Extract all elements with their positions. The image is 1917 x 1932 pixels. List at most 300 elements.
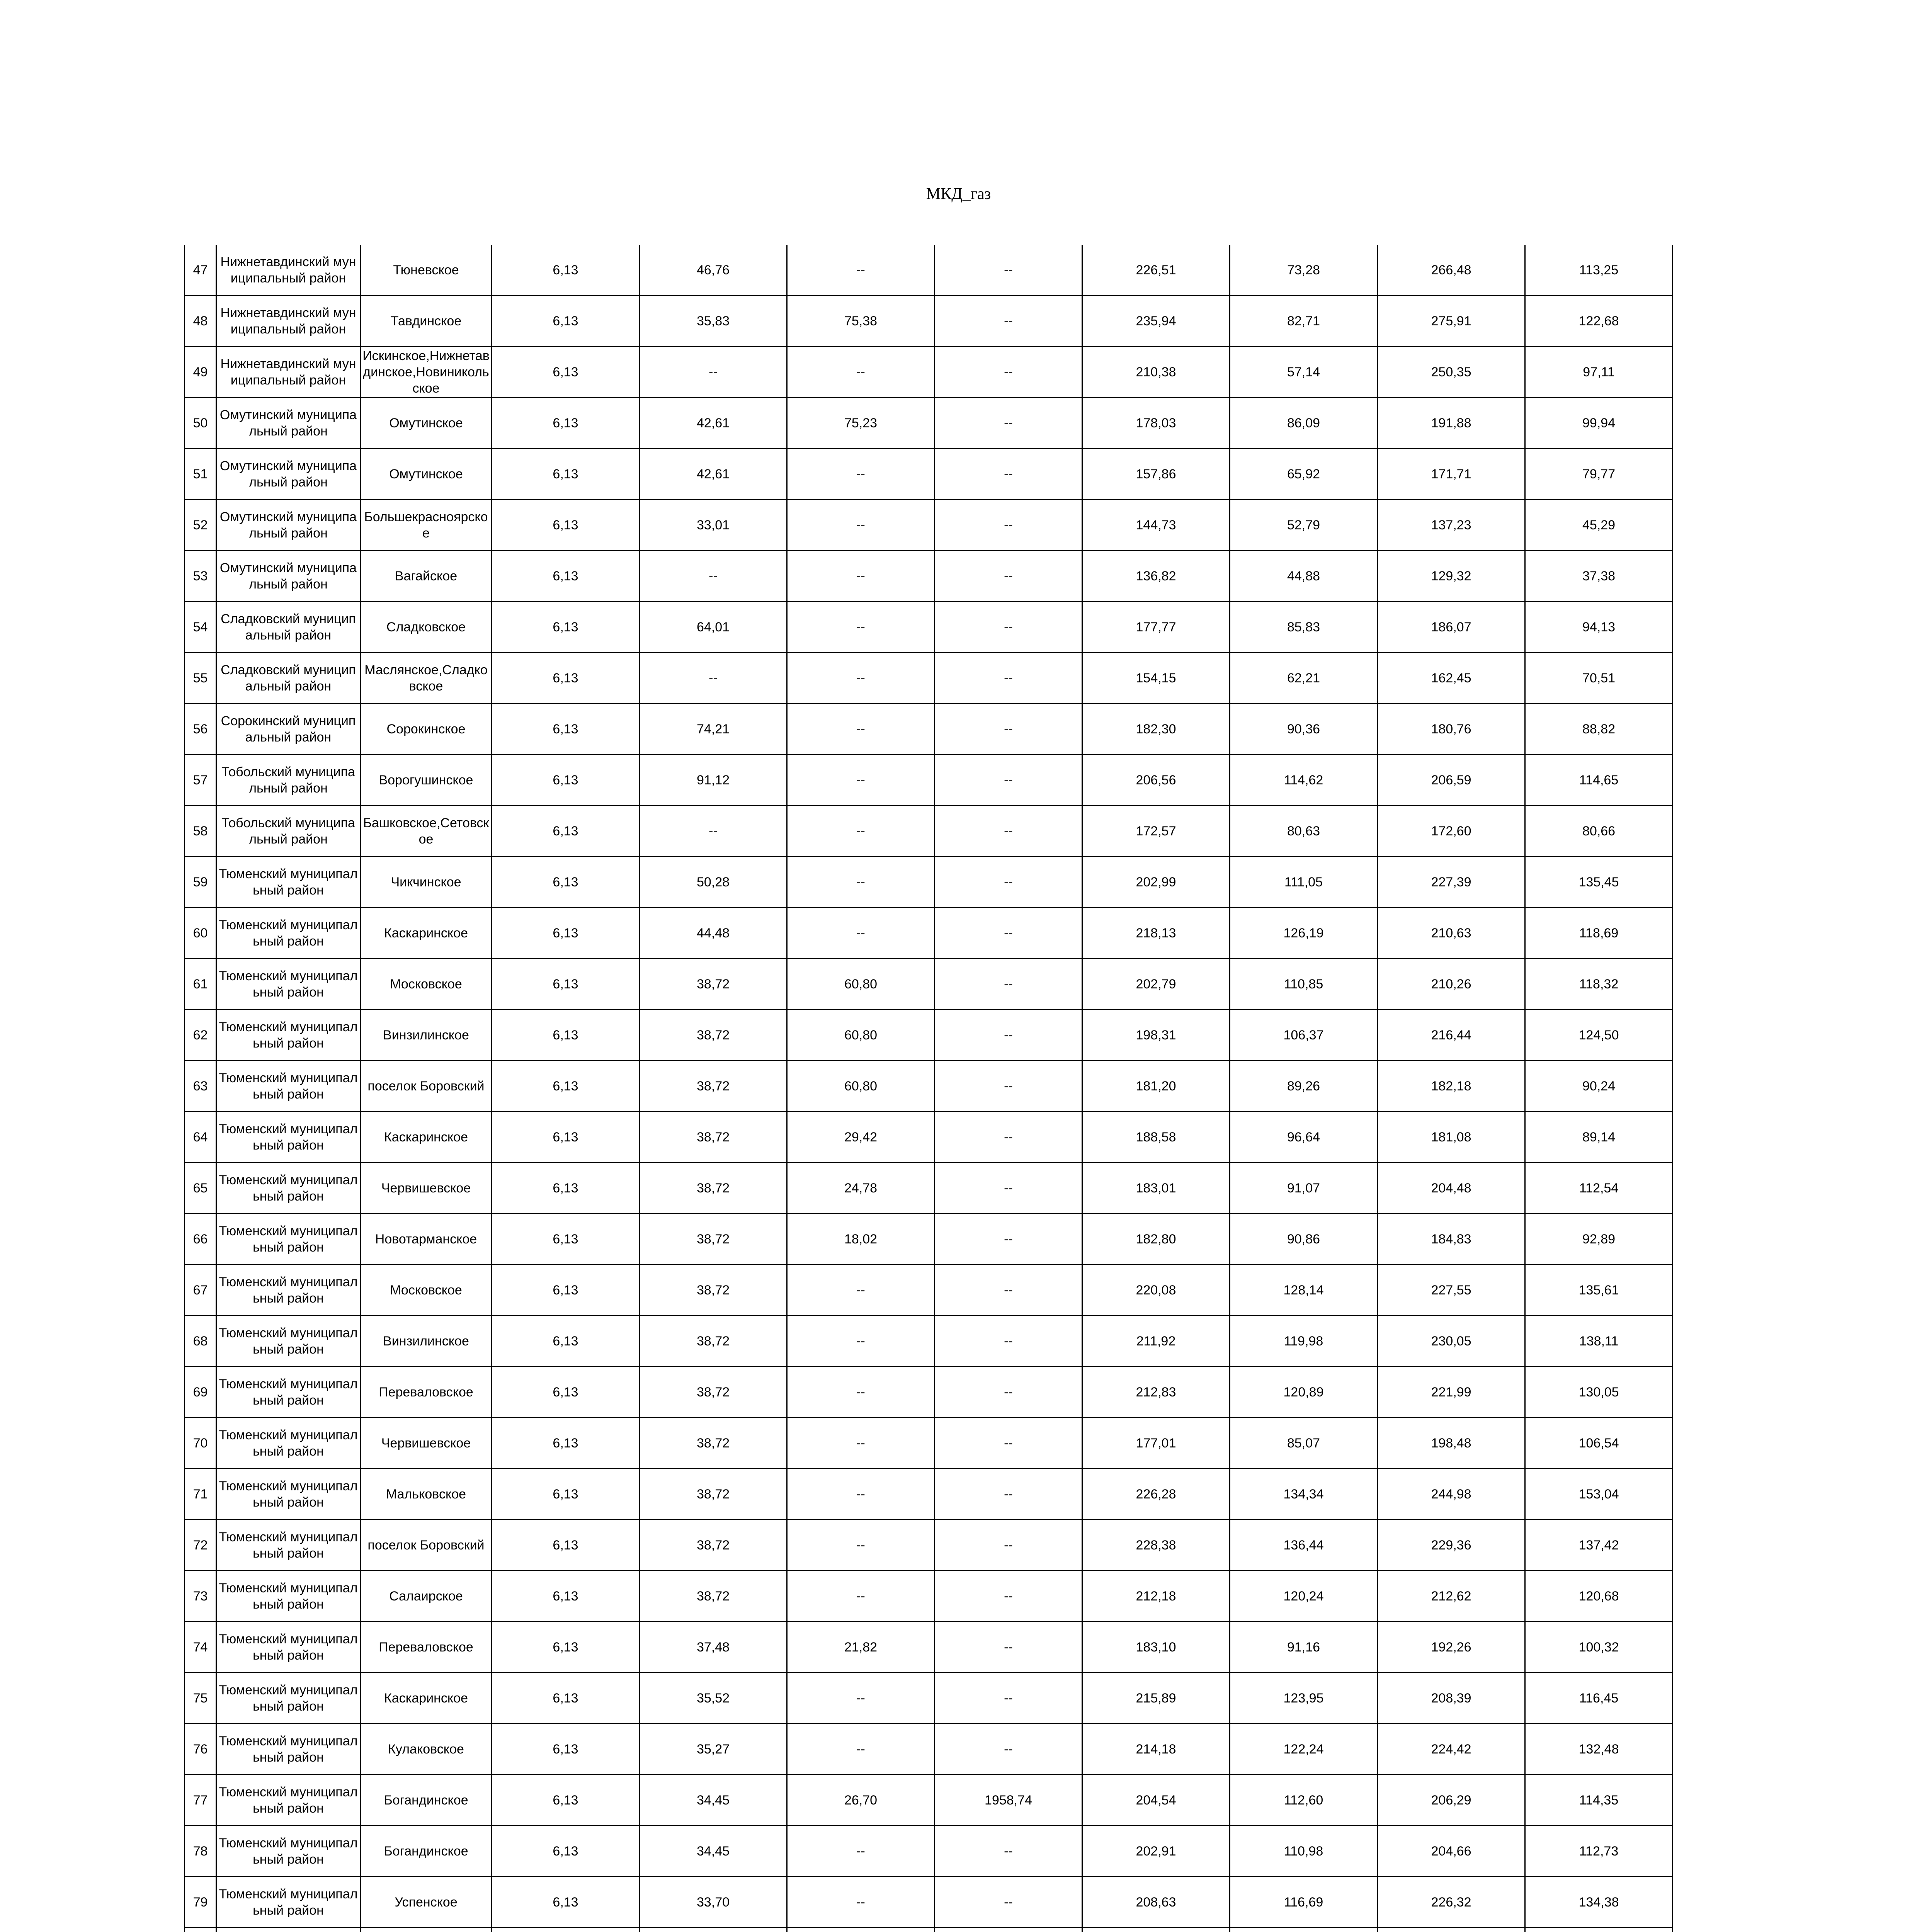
value-cell: -- xyxy=(640,653,787,704)
table-row xyxy=(185,1877,1673,1928)
row-number-cell: 77 xyxy=(185,1775,216,1826)
value-cell: 211,92 xyxy=(1082,1316,1230,1367)
value-cell: -- xyxy=(935,806,1082,857)
value-cell: 112,60 xyxy=(1230,1775,1378,1826)
row-number-cell: 66 xyxy=(185,1214,216,1265)
value-cell: 227,55 xyxy=(1378,1265,1525,1316)
value-cell: 110,98 xyxy=(1230,1826,1378,1877)
table-row xyxy=(185,602,1673,653)
value-cell: 177,77 xyxy=(1082,602,1230,653)
settlement-cell: Сорокинское xyxy=(361,704,492,755)
value-cell: 226,28 xyxy=(1082,1469,1230,1520)
value-cell: 178,03 xyxy=(1082,398,1230,449)
value-cell: -- xyxy=(640,347,787,398)
value-cell: 120,68 xyxy=(1525,1571,1673,1622)
value-cell: 29,42 xyxy=(787,1112,935,1163)
value-cell: 135,61 xyxy=(1525,1265,1673,1316)
value-cell: 38,72 xyxy=(640,1265,787,1316)
row-number-cell: 52 xyxy=(185,500,216,551)
value-cell: 6,13 xyxy=(492,1826,640,1877)
value-cell: -- xyxy=(935,449,1082,500)
value-cell xyxy=(1230,1928,1378,1932)
value-cell: 6,13 xyxy=(492,653,640,704)
value-cell: 91,12 xyxy=(640,755,787,806)
settlement-cell: Маслянское,Сладковское xyxy=(361,653,492,704)
value-cell: 123,95 xyxy=(1230,1673,1378,1724)
district-cell: Тюменский муниципальный район xyxy=(216,1520,361,1571)
value-cell: -- xyxy=(935,1061,1082,1112)
value-cell: 75,23 xyxy=(787,398,935,449)
value-cell: 118,69 xyxy=(1525,908,1673,959)
value-cell: -- xyxy=(935,1316,1082,1367)
value-cell: -- xyxy=(935,755,1082,806)
value-cell: -- xyxy=(640,551,787,602)
settlement-cell: поселок Боровский xyxy=(361,1061,492,1112)
value-cell: 216,44 xyxy=(1378,1010,1525,1061)
value-cell: 137,42 xyxy=(1525,1520,1673,1571)
settlement-cell: Сладковское xyxy=(361,602,492,653)
value-cell: 6,13 xyxy=(492,1877,640,1928)
value-cell: 183,01 xyxy=(1082,1163,1230,1214)
settlement-cell: Винзилинское xyxy=(361,1316,492,1367)
value-cell: 94,13 xyxy=(1525,602,1673,653)
district-cell: Тюменский муниципальный район xyxy=(216,1724,361,1775)
tariff-table xyxy=(184,245,1673,1932)
table-row xyxy=(185,1928,1673,1932)
value-cell xyxy=(1378,1928,1525,1932)
value-cell: 6,13 xyxy=(492,959,640,1010)
value-cell: 97,11 xyxy=(1525,347,1673,398)
value-cell: -- xyxy=(787,1469,935,1520)
value-cell: -- xyxy=(787,1877,935,1928)
value-cell: 229,36 xyxy=(1378,1520,1525,1571)
value-cell: 114,62 xyxy=(1230,755,1378,806)
district-cell: Тюменский муниципальный район xyxy=(216,1112,361,1163)
value-cell: 1958,74 xyxy=(935,1775,1082,1826)
value-cell xyxy=(640,1928,787,1932)
settlement-cell: Салаирское xyxy=(361,1571,492,1622)
value-cell: 177,01 xyxy=(1082,1418,1230,1469)
settlement-cell: Тавдинское xyxy=(361,296,492,347)
row-number-cell: 74 xyxy=(185,1622,216,1673)
value-cell: 210,63 xyxy=(1378,908,1525,959)
value-cell: 35,83 xyxy=(640,296,787,347)
value-cell: 129,32 xyxy=(1378,551,1525,602)
value-cell: 128,14 xyxy=(1230,1265,1378,1316)
value-cell: 181,20 xyxy=(1082,1061,1230,1112)
value-cell: 6,13 xyxy=(492,1520,640,1571)
settlement-cell: Червишевское xyxy=(361,1163,492,1214)
table-row xyxy=(185,755,1673,806)
value-cell: 18,02 xyxy=(787,1214,935,1265)
district-cell: Тюменский муниципальный район xyxy=(216,1673,361,1724)
district-cell: Тюменский муниципальный район xyxy=(216,857,361,908)
value-cell: 73,28 xyxy=(1230,245,1378,296)
value-cell: -- xyxy=(935,1214,1082,1265)
value-cell: -- xyxy=(787,1826,935,1877)
table-row xyxy=(185,449,1673,500)
settlement-cell: Каскаринское xyxy=(361,1673,492,1724)
value-cell: 44,48 xyxy=(640,908,787,959)
value-cell: 91,16 xyxy=(1230,1622,1378,1673)
value-cell: 6,13 xyxy=(492,296,640,347)
value-cell: 90,36 xyxy=(1230,704,1378,755)
value-cell: 111,05 xyxy=(1230,857,1378,908)
row-number-cell: 57 xyxy=(185,755,216,806)
table-row xyxy=(185,1367,1673,1418)
value-cell: -- xyxy=(935,1112,1082,1163)
value-cell: 6,13 xyxy=(492,1214,640,1265)
value-cell xyxy=(787,1928,935,1932)
row-number-cell: 65 xyxy=(185,1163,216,1214)
settlement-cell: Тюневское xyxy=(361,245,492,296)
value-cell: 172,60 xyxy=(1378,806,1525,857)
row-number-cell: 53 xyxy=(185,551,216,602)
value-cell: 198,48 xyxy=(1378,1418,1525,1469)
district-cell: Тюменский муниципальный район xyxy=(216,1418,361,1469)
table-row xyxy=(185,1418,1673,1469)
value-cell: 6,13 xyxy=(492,1469,640,1520)
value-cell: 220,08 xyxy=(1082,1265,1230,1316)
district-cell: Нижнетавдинский муниципальный район xyxy=(216,245,361,296)
value-cell: 206,56 xyxy=(1082,755,1230,806)
table-body xyxy=(185,245,1673,1932)
value-cell: 37,38 xyxy=(1525,551,1673,602)
value-cell: 86,09 xyxy=(1230,398,1378,449)
value-cell: 65,92 xyxy=(1230,449,1378,500)
value-cell: 227,39 xyxy=(1378,857,1525,908)
table-row xyxy=(185,704,1673,755)
value-cell: -- xyxy=(935,1520,1082,1571)
value-cell: 96,64 xyxy=(1230,1112,1378,1163)
value-cell: -- xyxy=(787,1571,935,1622)
value-cell: 212,83 xyxy=(1082,1367,1230,1418)
value-cell: 183,10 xyxy=(1082,1622,1230,1673)
value-cell: 80,63 xyxy=(1230,806,1378,857)
value-cell: 206,59 xyxy=(1378,755,1525,806)
row-number-cell: 68 xyxy=(185,1316,216,1367)
value-cell: 6,13 xyxy=(492,755,640,806)
value-cell: 21,82 xyxy=(787,1622,935,1673)
value-cell: 92,89 xyxy=(1525,1214,1673,1265)
value-cell: 100,32 xyxy=(1525,1622,1673,1673)
settlement-cell: Московское xyxy=(361,959,492,1010)
row-number-cell: 75 xyxy=(185,1673,216,1724)
value-cell: 90,24 xyxy=(1525,1061,1673,1112)
value-cell: 52,79 xyxy=(1230,500,1378,551)
value-cell: -- xyxy=(640,806,787,857)
table-row xyxy=(185,1265,1673,1316)
value-cell: 6,13 xyxy=(492,1724,640,1775)
value-cell: 6,13 xyxy=(492,1112,640,1163)
value-cell: 64,01 xyxy=(640,602,787,653)
value-cell: -- xyxy=(935,296,1082,347)
value-cell: 114,35 xyxy=(1525,1775,1673,1826)
district-cell: Омутинский муниципальный район xyxy=(216,398,361,449)
value-cell: 45,29 xyxy=(1525,500,1673,551)
value-cell: 212,18 xyxy=(1082,1571,1230,1622)
table-row xyxy=(185,1061,1673,1112)
value-cell: 79,77 xyxy=(1525,449,1673,500)
value-cell: 221,99 xyxy=(1378,1367,1525,1418)
row-number-cell: 72 xyxy=(185,1520,216,1571)
value-cell: 182,18 xyxy=(1378,1061,1525,1112)
value-cell: 6,13 xyxy=(492,704,640,755)
value-cell: -- xyxy=(787,1367,935,1418)
row-number-cell: 54 xyxy=(185,602,216,653)
value-cell: 6,13 xyxy=(492,908,640,959)
value-cell: 202,99 xyxy=(1082,857,1230,908)
value-cell: 44,88 xyxy=(1230,551,1378,602)
value-cell: 136,82 xyxy=(1082,551,1230,602)
value-cell: -- xyxy=(935,551,1082,602)
row-number-cell: 56 xyxy=(185,704,216,755)
settlement-cell: Каскаринское xyxy=(361,1112,492,1163)
district-cell: Омутинский муниципальный район xyxy=(216,500,361,551)
settlement-cell: Винзилинское xyxy=(361,1010,492,1061)
row-number-cell: 76 xyxy=(185,1724,216,1775)
value-cell xyxy=(935,1928,1082,1932)
settlement-cell: Каскаринское xyxy=(361,908,492,959)
district-cell: Сладковский муниципальный район xyxy=(216,602,361,653)
value-cell: 38,72 xyxy=(640,1520,787,1571)
value-cell: 70,51 xyxy=(1525,653,1673,704)
district-cell: Тюменский муниципальный район xyxy=(216,1775,361,1826)
value-cell: 188,58 xyxy=(1082,1112,1230,1163)
value-cell: 250,35 xyxy=(1378,347,1525,398)
value-cell: 228,38 xyxy=(1082,1520,1230,1571)
value-cell: 106,37 xyxy=(1230,1010,1378,1061)
table-row xyxy=(185,908,1673,959)
value-cell: 89,26 xyxy=(1230,1061,1378,1112)
value-cell: -- xyxy=(935,347,1082,398)
value-cell xyxy=(1525,1928,1673,1932)
table-row xyxy=(185,500,1673,551)
table-row xyxy=(185,551,1673,602)
settlement-cell: Успенское xyxy=(361,1877,492,1928)
table-row xyxy=(185,1775,1673,1826)
value-cell: 120,24 xyxy=(1230,1571,1378,1622)
value-cell: 82,71 xyxy=(1230,296,1378,347)
settlement-cell: Переваловское xyxy=(361,1367,492,1418)
table-row xyxy=(185,1571,1673,1622)
value-cell: 154,15 xyxy=(1082,653,1230,704)
value-cell: 204,66 xyxy=(1378,1826,1525,1877)
value-cell: 6,13 xyxy=(492,449,640,500)
district-cell: Омутинский муниципальный район xyxy=(216,551,361,602)
value-cell: -- xyxy=(935,1010,1082,1061)
value-cell: 24,78 xyxy=(787,1163,935,1214)
value-cell: 215,89 xyxy=(1082,1673,1230,1724)
value-cell: 6,13 xyxy=(492,1010,640,1061)
value-cell: 38,72 xyxy=(640,1571,787,1622)
value-cell: -- xyxy=(935,1724,1082,1775)
value-cell: 62,21 xyxy=(1230,653,1378,704)
district-cell xyxy=(216,1928,361,1932)
settlement-cell: Вагайское xyxy=(361,551,492,602)
value-cell: 42,61 xyxy=(640,398,787,449)
value-cell: 172,57 xyxy=(1082,806,1230,857)
row-number-cell: 49 xyxy=(185,347,216,398)
row-number-cell: 73 xyxy=(185,1571,216,1622)
value-cell: 202,91 xyxy=(1082,1826,1230,1877)
value-cell: -- xyxy=(787,857,935,908)
value-cell xyxy=(1082,1928,1230,1932)
district-cell: Омутинский муниципальный район xyxy=(216,449,361,500)
value-cell: 122,68 xyxy=(1525,296,1673,347)
value-cell: 6,13 xyxy=(492,1367,640,1418)
district-cell: Нижнетавдинский муниципальный район xyxy=(216,296,361,347)
value-cell: 38,72 xyxy=(640,1316,787,1367)
value-cell: 85,07 xyxy=(1230,1418,1378,1469)
value-cell: -- xyxy=(935,398,1082,449)
value-cell: -- xyxy=(935,653,1082,704)
value-cell: -- xyxy=(935,857,1082,908)
value-cell: 38,72 xyxy=(640,1367,787,1418)
district-cell: Тобольский муниципальный район xyxy=(216,806,361,857)
value-cell: 244,98 xyxy=(1378,1469,1525,1520)
value-cell: 212,62 xyxy=(1378,1571,1525,1622)
page-header: МКД_газ xyxy=(926,185,991,203)
row-number-cell: 61 xyxy=(185,959,216,1010)
table-row xyxy=(185,1112,1673,1163)
row-number-cell: 50 xyxy=(185,398,216,449)
settlement-cell: поселок Боровский xyxy=(361,1520,492,1571)
value-cell: -- xyxy=(787,347,935,398)
value-cell: 6,13 xyxy=(492,1316,640,1367)
value-cell: -- xyxy=(787,1724,935,1775)
value-cell: 144,73 xyxy=(1082,500,1230,551)
table-row xyxy=(185,653,1673,704)
value-cell: 74,21 xyxy=(640,704,787,755)
value-cell: 162,45 xyxy=(1378,653,1525,704)
value-cell: -- xyxy=(935,1367,1082,1418)
value-cell: 46,76 xyxy=(640,245,787,296)
district-cell: Тюменский муниципальный район xyxy=(216,908,361,959)
settlement-cell: Кулаковское xyxy=(361,1724,492,1775)
value-cell: 38,72 xyxy=(640,1214,787,1265)
value-cell: 6,13 xyxy=(492,1622,640,1673)
value-cell: 6,13 xyxy=(492,857,640,908)
table-row xyxy=(185,296,1673,347)
value-cell: 134,34 xyxy=(1230,1469,1378,1520)
value-cell: -- xyxy=(787,653,935,704)
value-cell: 136,44 xyxy=(1230,1520,1378,1571)
value-cell: 171,71 xyxy=(1378,449,1525,500)
table-row xyxy=(185,1469,1673,1520)
value-cell: 85,83 xyxy=(1230,602,1378,653)
value-cell: 206,29 xyxy=(1378,1775,1525,1826)
value-cell: 60,80 xyxy=(787,959,935,1010)
value-cell: 230,05 xyxy=(1378,1316,1525,1367)
value-cell: 6,13 xyxy=(492,1571,640,1622)
value-cell: 38,72 xyxy=(640,959,787,1010)
value-cell xyxy=(492,1928,640,1932)
value-cell: -- xyxy=(935,1469,1082,1520)
value-cell: -- xyxy=(935,959,1082,1010)
value-cell: 113,25 xyxy=(1525,245,1673,296)
settlement-cell xyxy=(361,1928,492,1932)
settlement-cell: Искинское,Нижнетавдинское,Новиникольское xyxy=(361,347,492,398)
settlement-cell: Московское xyxy=(361,1265,492,1316)
district-cell: Тюменский муниципальный район xyxy=(216,1622,361,1673)
district-cell: Тюменский муниципальный район xyxy=(216,959,361,1010)
value-cell: 6,13 xyxy=(492,398,640,449)
district-cell: Тюменский муниципальный район xyxy=(216,1367,361,1418)
table-row xyxy=(185,1163,1673,1214)
value-cell: 118,32 xyxy=(1525,959,1673,1010)
table-row xyxy=(185,1214,1673,1265)
value-cell: 35,27 xyxy=(640,1724,787,1775)
row-number-cell: 63 xyxy=(185,1061,216,1112)
settlement-cell: Новотарманское xyxy=(361,1214,492,1265)
value-cell: 135,45 xyxy=(1525,857,1673,908)
value-cell: -- xyxy=(935,1163,1082,1214)
value-cell: 91,07 xyxy=(1230,1163,1378,1214)
value-cell: 6,13 xyxy=(492,1265,640,1316)
value-cell: 6,13 xyxy=(492,1673,640,1724)
table-row xyxy=(185,959,1673,1010)
value-cell: 6,13 xyxy=(492,551,640,602)
value-cell: 37,48 xyxy=(640,1622,787,1673)
value-cell: 186,07 xyxy=(1378,602,1525,653)
value-cell: 38,72 xyxy=(640,1112,787,1163)
value-cell: -- xyxy=(935,245,1082,296)
table-row xyxy=(185,398,1673,449)
value-cell: 275,91 xyxy=(1378,296,1525,347)
settlement-cell: Мальковское xyxy=(361,1469,492,1520)
table-row xyxy=(185,1673,1673,1724)
value-cell: 33,70 xyxy=(640,1877,787,1928)
value-cell: 122,24 xyxy=(1230,1724,1378,1775)
settlement-cell: Богандинское xyxy=(361,1826,492,1877)
value-cell: 116,45 xyxy=(1525,1673,1673,1724)
settlement-cell: Червишевское xyxy=(361,1418,492,1469)
settlement-cell: Большекрасноярское xyxy=(361,500,492,551)
value-cell: 6,13 xyxy=(492,1163,640,1214)
value-cell: -- xyxy=(935,500,1082,551)
district-cell: Тюменский муниципальный район xyxy=(216,1265,361,1316)
value-cell: 210,38 xyxy=(1082,347,1230,398)
value-cell: -- xyxy=(787,806,935,857)
row-number-cell: 51 xyxy=(185,449,216,500)
value-cell: 138,11 xyxy=(1525,1316,1673,1367)
value-cell: 198,31 xyxy=(1082,1010,1230,1061)
value-cell: 34,45 xyxy=(640,1775,787,1826)
table-row xyxy=(185,1010,1673,1061)
value-cell: 57,14 xyxy=(1230,347,1378,398)
value-cell: -- xyxy=(787,551,935,602)
value-cell: 110,85 xyxy=(1230,959,1378,1010)
district-cell: Тюменский муниципальный район xyxy=(216,1877,361,1928)
value-cell: 33,01 xyxy=(640,500,787,551)
table-row xyxy=(185,806,1673,857)
value-cell: -- xyxy=(787,500,935,551)
district-cell: Тобольский муниципальный район xyxy=(216,755,361,806)
value-cell: -- xyxy=(935,1826,1082,1877)
value-cell: 89,14 xyxy=(1525,1112,1673,1163)
row-number-cell: 79 xyxy=(185,1877,216,1928)
value-cell: 35,52 xyxy=(640,1673,787,1724)
value-cell: 202,79 xyxy=(1082,959,1230,1010)
district-cell: Тюменский муниципальный район xyxy=(216,1571,361,1622)
value-cell: 191,88 xyxy=(1378,398,1525,449)
value-cell: 182,80 xyxy=(1082,1214,1230,1265)
row-number-cell: 47 xyxy=(185,245,216,296)
value-cell: -- xyxy=(787,449,935,500)
row-number-cell: 67 xyxy=(185,1265,216,1316)
value-cell: 126,19 xyxy=(1230,908,1378,959)
